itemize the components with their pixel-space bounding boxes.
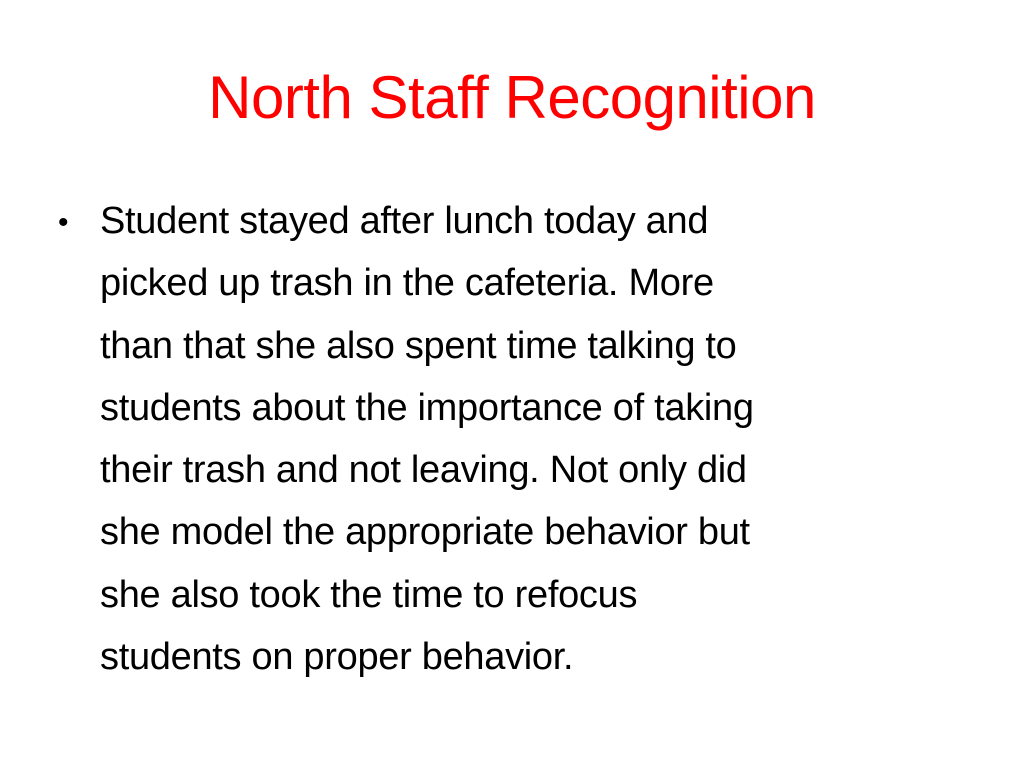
bullet-line: than that she also spent time talking to (100, 324, 737, 367)
bullet-dot-icon: • (58, 206, 69, 239)
bullet-line: students on proper behavior. (100, 636, 574, 679)
bullet-line: she also took the time to refocus (100, 573, 638, 616)
bullet-text (100, 190, 958, 688)
slide-body (58, 190, 958, 688)
bullet-line: their trash and not leaving. Not only did (100, 449, 747, 492)
bullet-item (58, 190, 958, 688)
bullet-line: she model the appropriate behavior but (100, 511, 750, 554)
bullet-line: students about the importance of taking (100, 386, 754, 429)
slide-title: North Staff Recognition (208, 64, 816, 131)
bullet-line: Student stayed after lunch today and (100, 200, 709, 242)
bullet-line: picked up trash in the cafeteria. More (100, 262, 714, 305)
